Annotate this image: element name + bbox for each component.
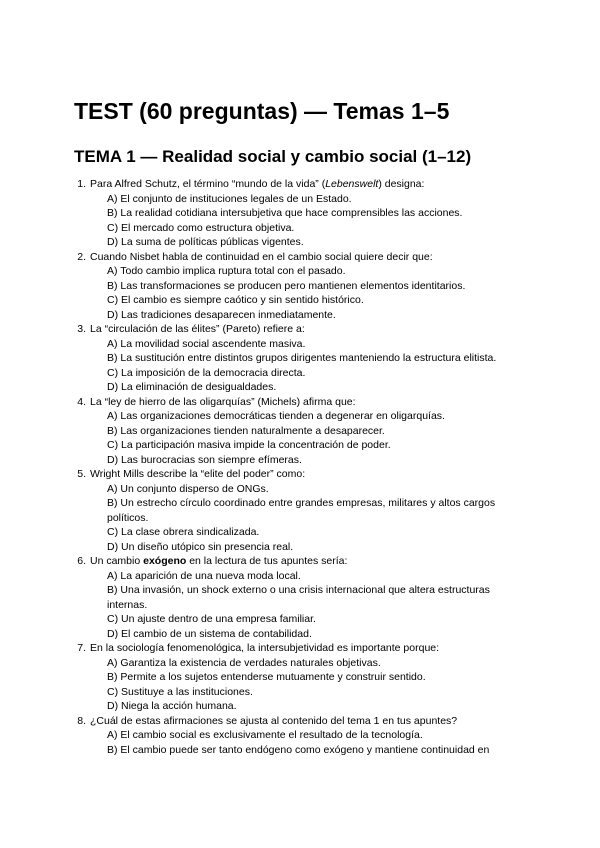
option-d: D) Niega la acción humana. [107, 700, 237, 712]
stem-text: en la lectura de tus apuntes sería: [186, 555, 348, 567]
option-a: A) Las organizaciones democráticas tienden a degenerar en oligarquías. [107, 410, 445, 422]
option-c: C) La participación masiva impide la concentración de poder. [107, 439, 391, 451]
question-stem: La “ley de hierro de las oligarquías” (Michels) afirma que: [90, 395, 356, 408]
question-stem: ¿Cuál de estas afirmaciones se ajusta al contenido del tema 1 en tus apuntes? [90, 714, 458, 727]
option-b: B) La realidad cotidiana intersubjetiva que hace comprensibles las acciones. [107, 207, 463, 219]
stem-strong: exógeno [143, 555, 187, 567]
question-2 [77, 250, 530, 323]
stem-text: Un cambio [90, 555, 144, 567]
option-b: B) Las organizaciones tienden naturalmente a desaparecer. [107, 424, 385, 437]
question-number: 1. [77, 178, 86, 190]
option-d: D) La eliminación de desigualdades. [107, 381, 277, 393]
question-number: 2. [77, 250, 86, 263]
option-c: C) La clase obrera sindicalizada. [107, 526, 260, 538]
option-d: D) La suma de políticas públicas vigentes. [107, 236, 304, 248]
question-1 [77, 177, 530, 250]
stem-emphasis: Lebenswelt [325, 178, 379, 190]
question-7 [77, 641, 530, 714]
option-a: A) El conjunto de instituciones legales de un Estado. [107, 192, 352, 205]
option-a: A) La movilidad social ascendente masiva. [107, 337, 306, 350]
question-number: 7. [77, 642, 86, 654]
question-number: 6. [77, 555, 86, 567]
stem-text: ) designa: [378, 178, 425, 190]
option-c: C) La imposición de la democracia directa. [107, 366, 306, 379]
option-b: B) La sustitución entre distintos grupos dirigentes manteniendo la estructura elitista. [107, 352, 497, 364]
option-d: D) El cambio de un sistema de contabilidad. [107, 627, 312, 640]
option-b: B) El cambio puede ser tanto endógeno como exógeno y mantiene continuidad en [107, 743, 490, 756]
option-c: C) Sustituye a las instituciones. [107, 685, 253, 698]
option-a: A) Todo cambio implica ruptura total con el pasado. [107, 265, 346, 277]
question-stem: Cuando Nisbet habla de continuidad en el cambio social quiere decir que: [90, 250, 433, 263]
stem-text: Para Alfred Schutz, el término “mundo de la vida” ( [90, 178, 326, 190]
question-stem: La “circulación de las élites” (Pareto) refiere a: [90, 323, 305, 335]
option-d: D) Las burocracias son siempre efímeras. [107, 453, 302, 466]
option-c: C) El mercado como estructura objetiva. [107, 221, 295, 234]
option-b: B) Las transformaciones se producen pero mantienen elementos identitarios. [107, 279, 466, 292]
option-b: B) Una invasión, un shock externo o una crisis internacional que altera estructuras internas. [107, 584, 490, 611]
question-stem: Wright Mills describe la “elite del poder” como: [90, 468, 306, 480]
option-c: C) Un ajuste dentro de una empresa familiar. [107, 613, 316, 625]
question-5 [77, 467, 530, 554]
option-d: D) Las tradiciones desaparecen inmediatamente. [107, 308, 336, 321]
question-6 [77, 554, 530, 641]
option-b: B) Un estrecho círculo coordinado entre grandes empresas, militares y altos cargos políticos. [107, 497, 496, 524]
option-a: A) El cambio social es exclusivamente el resultado de la tecnología. [107, 729, 423, 741]
question-number: 8. [77, 714, 86, 727]
question-8 [77, 714, 530, 758]
section-title: TEMA 1 — Realidad social y cambio social (1–12) [74, 147, 472, 166]
option-b: B) Permite a los sujetos entenderse mutuamente y construir sentido. [107, 671, 426, 683]
question-number: 3. [77, 323, 86, 335]
option-d: D) Un diseño utópico sin presencia real. [107, 540, 294, 553]
question-stem [90, 554, 530, 569]
question-stem: En la sociología fenomenológica, la intersubjetividad es importante porque: [90, 642, 440, 654]
question-number: 4. [77, 395, 86, 408]
page-title: TEST (60 preguntas) — Temas 1–5 [74, 98, 450, 124]
question-stem [90, 177, 530, 192]
option-a: A) Un conjunto disperso de ONGs. [107, 482, 269, 495]
option-c: C) El cambio es siempre caótico y sin sentido histórico. [107, 294, 364, 306]
option-a: A) La aparición de una nueva moda local. [107, 569, 301, 582]
question-list [77, 177, 530, 757]
option-a: A) Garantiza la existencia de verdades naturales objetivas. [107, 656, 381, 669]
question-4 [77, 395, 530, 468]
question-number: 5. [77, 468, 86, 480]
question-3 [77, 322, 530, 395]
